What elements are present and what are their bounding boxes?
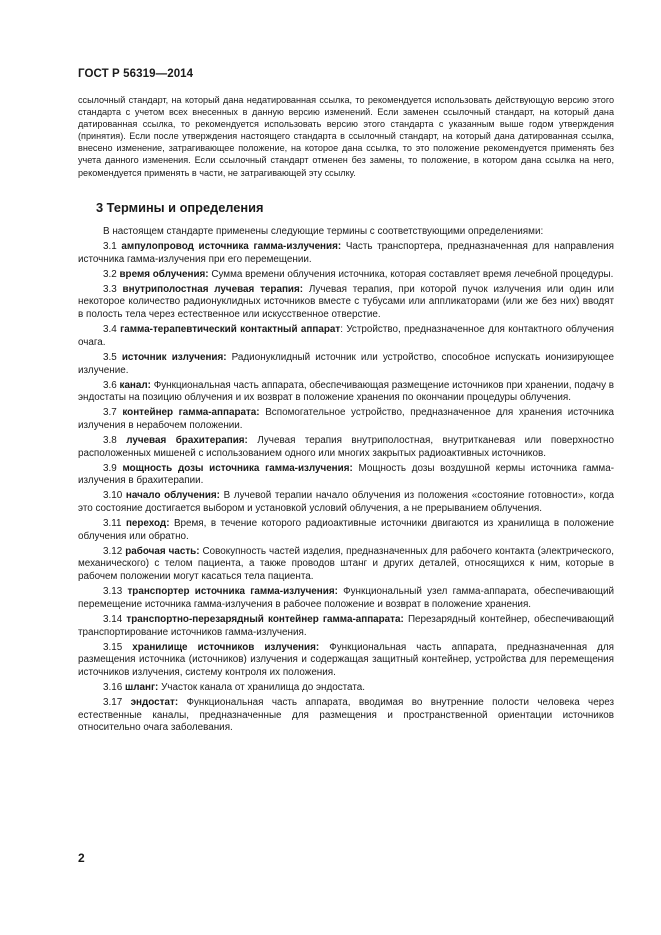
document-header: ГОСТ Р 56319—2014 [78,68,194,80]
term-number: 3.8 [103,434,117,446]
term-number: 3.4 [103,324,117,336]
term-item [78,614,614,639]
term-definition: Функциональная часть аппарата, предназначенная для размещения источника (источников) излучения и содержащая защитный контейнер, устройства для перемещения источников излучения, систему контроля их положения. [78,641,615,678]
term-number: 3.12 [103,545,123,557]
term-name: рабочая часть: [125,545,200,557]
term-item [78,642,614,680]
term-item [78,682,614,695]
term-definition: Вспомогательное устройство, предназначенное для хранения источника излучения в нерабочем положении. [78,407,614,431]
term-item [78,407,614,432]
term-item [78,269,614,282]
term-number: 3.15 [103,641,123,653]
term-definition: Совокупность частей изделия, предназначенных для рабочего контакта (электрического, механического) с телом пациента, а также проводов штанг и других деталей, относящихся к ним, которые в рабочем положении могут касаться тела пациента. [78,545,615,583]
term-item [78,546,614,584]
term-definition: В лучевой терапии начало облучения из положения «состояние готовности», когда это состояние достигается выбором и установкой условий облучения, а не прерыванием облучения. [78,490,615,515]
page-number: 2 [78,851,85,865]
term-name: мощность дозы источника гамма-излучения: [122,462,353,474]
term-name: канал: [119,379,151,391]
term-number: 3.11 [103,518,122,530]
term-number: 3.5 [103,351,117,363]
term-name: переход: [125,518,170,530]
term-item [78,352,614,377]
terms-list [78,226,614,735]
term-item [78,586,614,611]
term-definition: Функциональный узел гамма-аппарата, обеспечивающий перемещение источника гамма-излучения в рабочее положение и возврат в положение хранения. [78,586,614,610]
term-number: 3.7 [103,407,117,419]
term-definition: Перезарядный контейнер, обеспечивающий транспортирование источников гамма-излучения. [78,613,614,638]
term-name: внутриполостная лучевая терапия: [122,283,304,295]
term-name: гамма-терапевтический контактный аппарат [120,324,341,336]
term-definition: Функциональная часть аппарата, вводимая во внутренние полости человека через естественные каналы, предназначенные для размещения и пространственной ориентации источников относительно очага заболевания. [78,696,614,734]
term-name: лучевая брахитерапия: [126,434,248,446]
term-name: контейнер гамма-аппарата: [122,407,260,419]
section-title: 3 Термины и определения [96,200,264,215]
term-definition: Часть транспортера, предназначенная для направления источника гамма-излучения при его перемещении. [78,241,614,265]
term-item [78,380,614,405]
term-definition: Участок канала от хранилища до эндостата. [161,681,365,693]
term-item [78,518,614,543]
term-definition: Функциональная часть аппарата, обеспечивающая размещение источников при хранении, подачу в эндостаты на позицию облучения и их возврат в положение хранения по окончании процедуры облучения. [78,379,615,404]
term-item [78,284,614,322]
term-definition: : Устройство, предназначенное для контактного облучения очага. [78,324,614,348]
term-name: время облучения: [119,268,209,280]
term-item [78,697,614,735]
term-name: начало облучения: [125,490,220,502]
term-item [78,490,614,515]
term-definition: Сумма времени облучения источника, которая составляет время лечебной процедуры. [211,268,614,280]
term-item [78,241,614,266]
term-definition: Радионуклидный источник или устройство, способное испускать ионизирующее излучение. [78,351,614,376]
term-name: источник излучения: [121,351,227,363]
term-definition: Мощность дозы воздушной кермы источника гамма-излучения в брахитерапии. [78,462,614,487]
term-number: 3.9 [103,462,117,474]
term-number: 3.3 [103,283,117,295]
term-definition: Время, в течение которого радиоактивные источники двигаются из хранилища в положение облучения или обратно. [78,518,614,542]
intro-paragraph: ссылочный стандарт, на который дана недатированная ссылка, то рекомендуется использовать действующую версию этого стандарта с учетом всех внесенных в данную версию изменений. Если заменен ссылочный стандарт, на который дана датированная ссылка, то рекомендуется использовать версию этого стандарта с указанным выше годом утверждения (принятия). Если после утверждения настоящего стандарта в ссылочный стандарт, на который дана датированная ссылка, внесено изменение, затрагивающее положение, на которое дана ссылка, то это положение рекомендуется применять без учета данного изменения. Если ссылочный стандарт отменен без замены, то положение, в котором дана ссылка на него, рекомендуется применять в части, не затрагивающей эту ссылку. [78,95,614,178]
term-item [78,324,614,349]
term-definition: Лучевая терапия, при которой пучок излучения или один или некоторое количество радионуклидных источников вместе с тубусами или аппликаторами (или же без них) вводят в полость тела через естественное или искусственное отверстие. [78,283,614,321]
term-number: 3.14 [103,613,123,625]
term-number: 3.2 [103,268,117,280]
term-name: транспортно-перезарядный контейнер гамма-аппарата: [126,613,404,625]
term-number: 3.13 [103,586,123,598]
term-number: 3.16 [103,681,123,693]
term-name: хранилище источников излучения: [132,641,320,653]
term-item [78,435,614,460]
section-lead: В настоящем стандарте применены следующие термины с соответствующими определениями: [103,226,544,237]
term-name: эндостат: [130,696,179,708]
term-number: 3.6 [103,379,117,391]
term-name: ампулопровод источника гамма-излучения: [121,241,342,253]
term-number: 3.10 [103,490,123,502]
term-name: транспортер источника гамма-излучения: [127,586,338,598]
term-number: 3.1 [103,241,117,253]
term-definition: Лучевая терапия внутриполостная, внутритканевая или поверхностно расположенных мишеней с использованием одного или многих закрытых радиоактивных источников. [78,434,614,459]
term-number: 3.17 [103,696,123,708]
term-item [78,463,614,488]
term-name: шланг: [124,681,159,693]
